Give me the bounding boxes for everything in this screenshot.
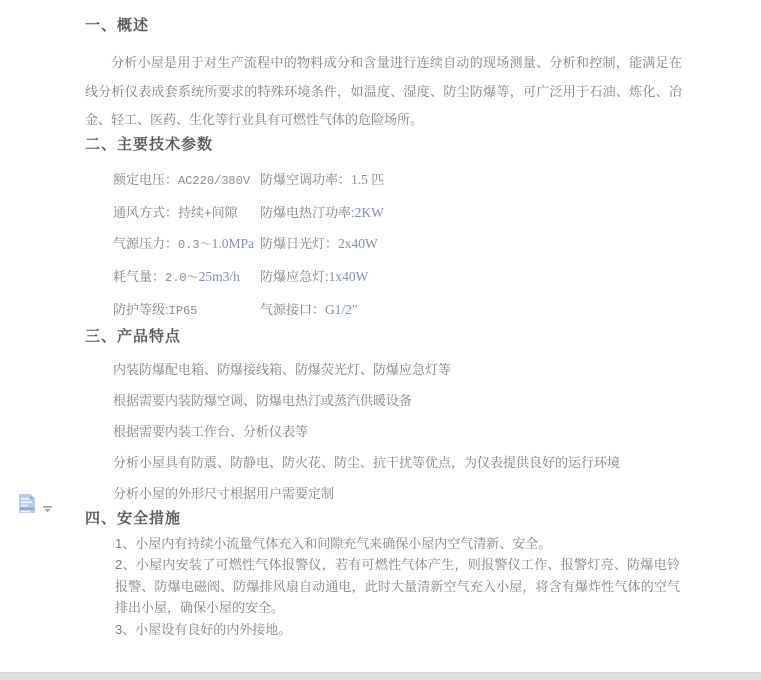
param-row bbox=[85, 164, 682, 197]
param-text-run: 持续+间隙 bbox=[178, 204, 238, 220]
param-cell bbox=[260, 294, 682, 327]
param-text-run: 25m3/h bbox=[198, 268, 240, 284]
param-text-run: 1x40W bbox=[328, 268, 369, 284]
feature-item: 根据需要内装防爆空调、防爆电热汀或蒸汽供暖设备 bbox=[113, 392, 413, 408]
param-row bbox=[85, 228, 682, 261]
param-text-run: 2x40W bbox=[338, 235, 378, 251]
param-text-run: 防护等级: bbox=[113, 301, 169, 317]
param-text-run: 0.3～ bbox=[178, 237, 212, 252]
section-heading-features: 三、产品特点 bbox=[85, 327, 182, 345]
param-text-run: 防爆应急灯: bbox=[260, 268, 329, 284]
feature-item: 分析小屋的外形尺寸根据用户需要定制 bbox=[113, 485, 335, 501]
feature-item: 分析小屋具有防震、防静电、防火花、防尘、抗干扰等优点，为仪表提供良好的运行环境 bbox=[113, 454, 621, 470]
param-cell bbox=[260, 197, 682, 228]
param-cell bbox=[260, 164, 682, 197]
overview-paragraph: 分析小屋是用于对生产流程中的物料成分和含量进行连续自动的现场测量、分析和控制，能满足在线分析仪表成套系统所要求的特殊环境条件，如温度、湿度、防尘防爆等，可广泛用于石油、炼化、冶金、轻工、医药、生化等行业具有可燃性气体的危险场所。 bbox=[85, 55, 682, 127]
param-row bbox=[85, 294, 682, 327]
horizontal-scrollbar[interactable] bbox=[0, 672, 761, 680]
param-text-run: 1.0MPa bbox=[211, 235, 255, 251]
param-text-run: 通风方式： bbox=[113, 204, 179, 220]
section-heading-overview: 一、概述 bbox=[85, 17, 150, 34]
param-row bbox=[85, 197, 682, 228]
section-heading-parameters: 二、主要技术参数 bbox=[85, 135, 214, 153]
safety-item: 1、小屋内有持续小流量气体充入和间隙充气来确保小屋内空气清新、安全。 bbox=[115, 535, 552, 551]
param-text-run: 气源压力： bbox=[113, 235, 179, 251]
param-text-run: 额定电压： bbox=[113, 171, 179, 187]
section-heading-safety: 四、安全措施 bbox=[85, 509, 182, 527]
param-text-run: 2KW bbox=[354, 204, 384, 220]
paste-document-icon bbox=[18, 493, 36, 514]
param-text-run: 防爆电热汀功率: bbox=[260, 204, 355, 220]
param-row bbox=[85, 261, 682, 294]
param-cell bbox=[113, 197, 260, 228]
param-cell bbox=[260, 261, 682, 294]
param-cell bbox=[113, 261, 260, 294]
param-text-run: IP65 bbox=[168, 303, 198, 318]
features-list bbox=[85, 354, 682, 509]
param-text-run: 匹 bbox=[371, 171, 385, 187]
param-cell bbox=[113, 294, 260, 327]
feature-item: 内装防爆配电箱、防爆接线箱、防爆荧光灯、防爆应急灯等 bbox=[113, 361, 452, 377]
feature-item: 根据需要内装工作台、分析仪表等 bbox=[113, 423, 309, 439]
safety-list bbox=[85, 533, 682, 641]
safety-item: 3、小屋设有良好的内外接地。 bbox=[115, 621, 292, 637]
safety-item: 2、小屋内安装了可燃性气体报警仪，若有可燃性气体产生，则报警仪工作、报警灯亮、防爆电铃报警、防爆电磁阀、防爆排风扇自动通电，此时大量清新空气充入小屋，将含有爆炸性气体的空气排出小屋，确保小屋的安全。 bbox=[115, 557, 680, 615]
param-cell bbox=[113, 228, 260, 261]
param-text-run: 耗气量： bbox=[113, 268, 166, 284]
param-text-run: G1/2" bbox=[325, 301, 358, 317]
param-text-run: 防爆空调功率： bbox=[260, 171, 352, 187]
param-text-run: AC220/380V bbox=[178, 173, 251, 188]
param-text-run: 2.0～ bbox=[165, 270, 199, 285]
param-text-run: 防爆日光灯： bbox=[260, 235, 339, 251]
paste-options-button[interactable] bbox=[18, 493, 56, 517]
dropdown-arrow-icon[interactable] bbox=[43, 501, 52, 516]
param-text-run: 气源接口： bbox=[260, 301, 326, 317]
param-cell bbox=[260, 228, 682, 261]
document-body bbox=[85, 16, 682, 640]
param-cell bbox=[113, 164, 260, 197]
parameters-table bbox=[85, 164, 682, 327]
param-text-run: 1.5 bbox=[351, 171, 372, 187]
